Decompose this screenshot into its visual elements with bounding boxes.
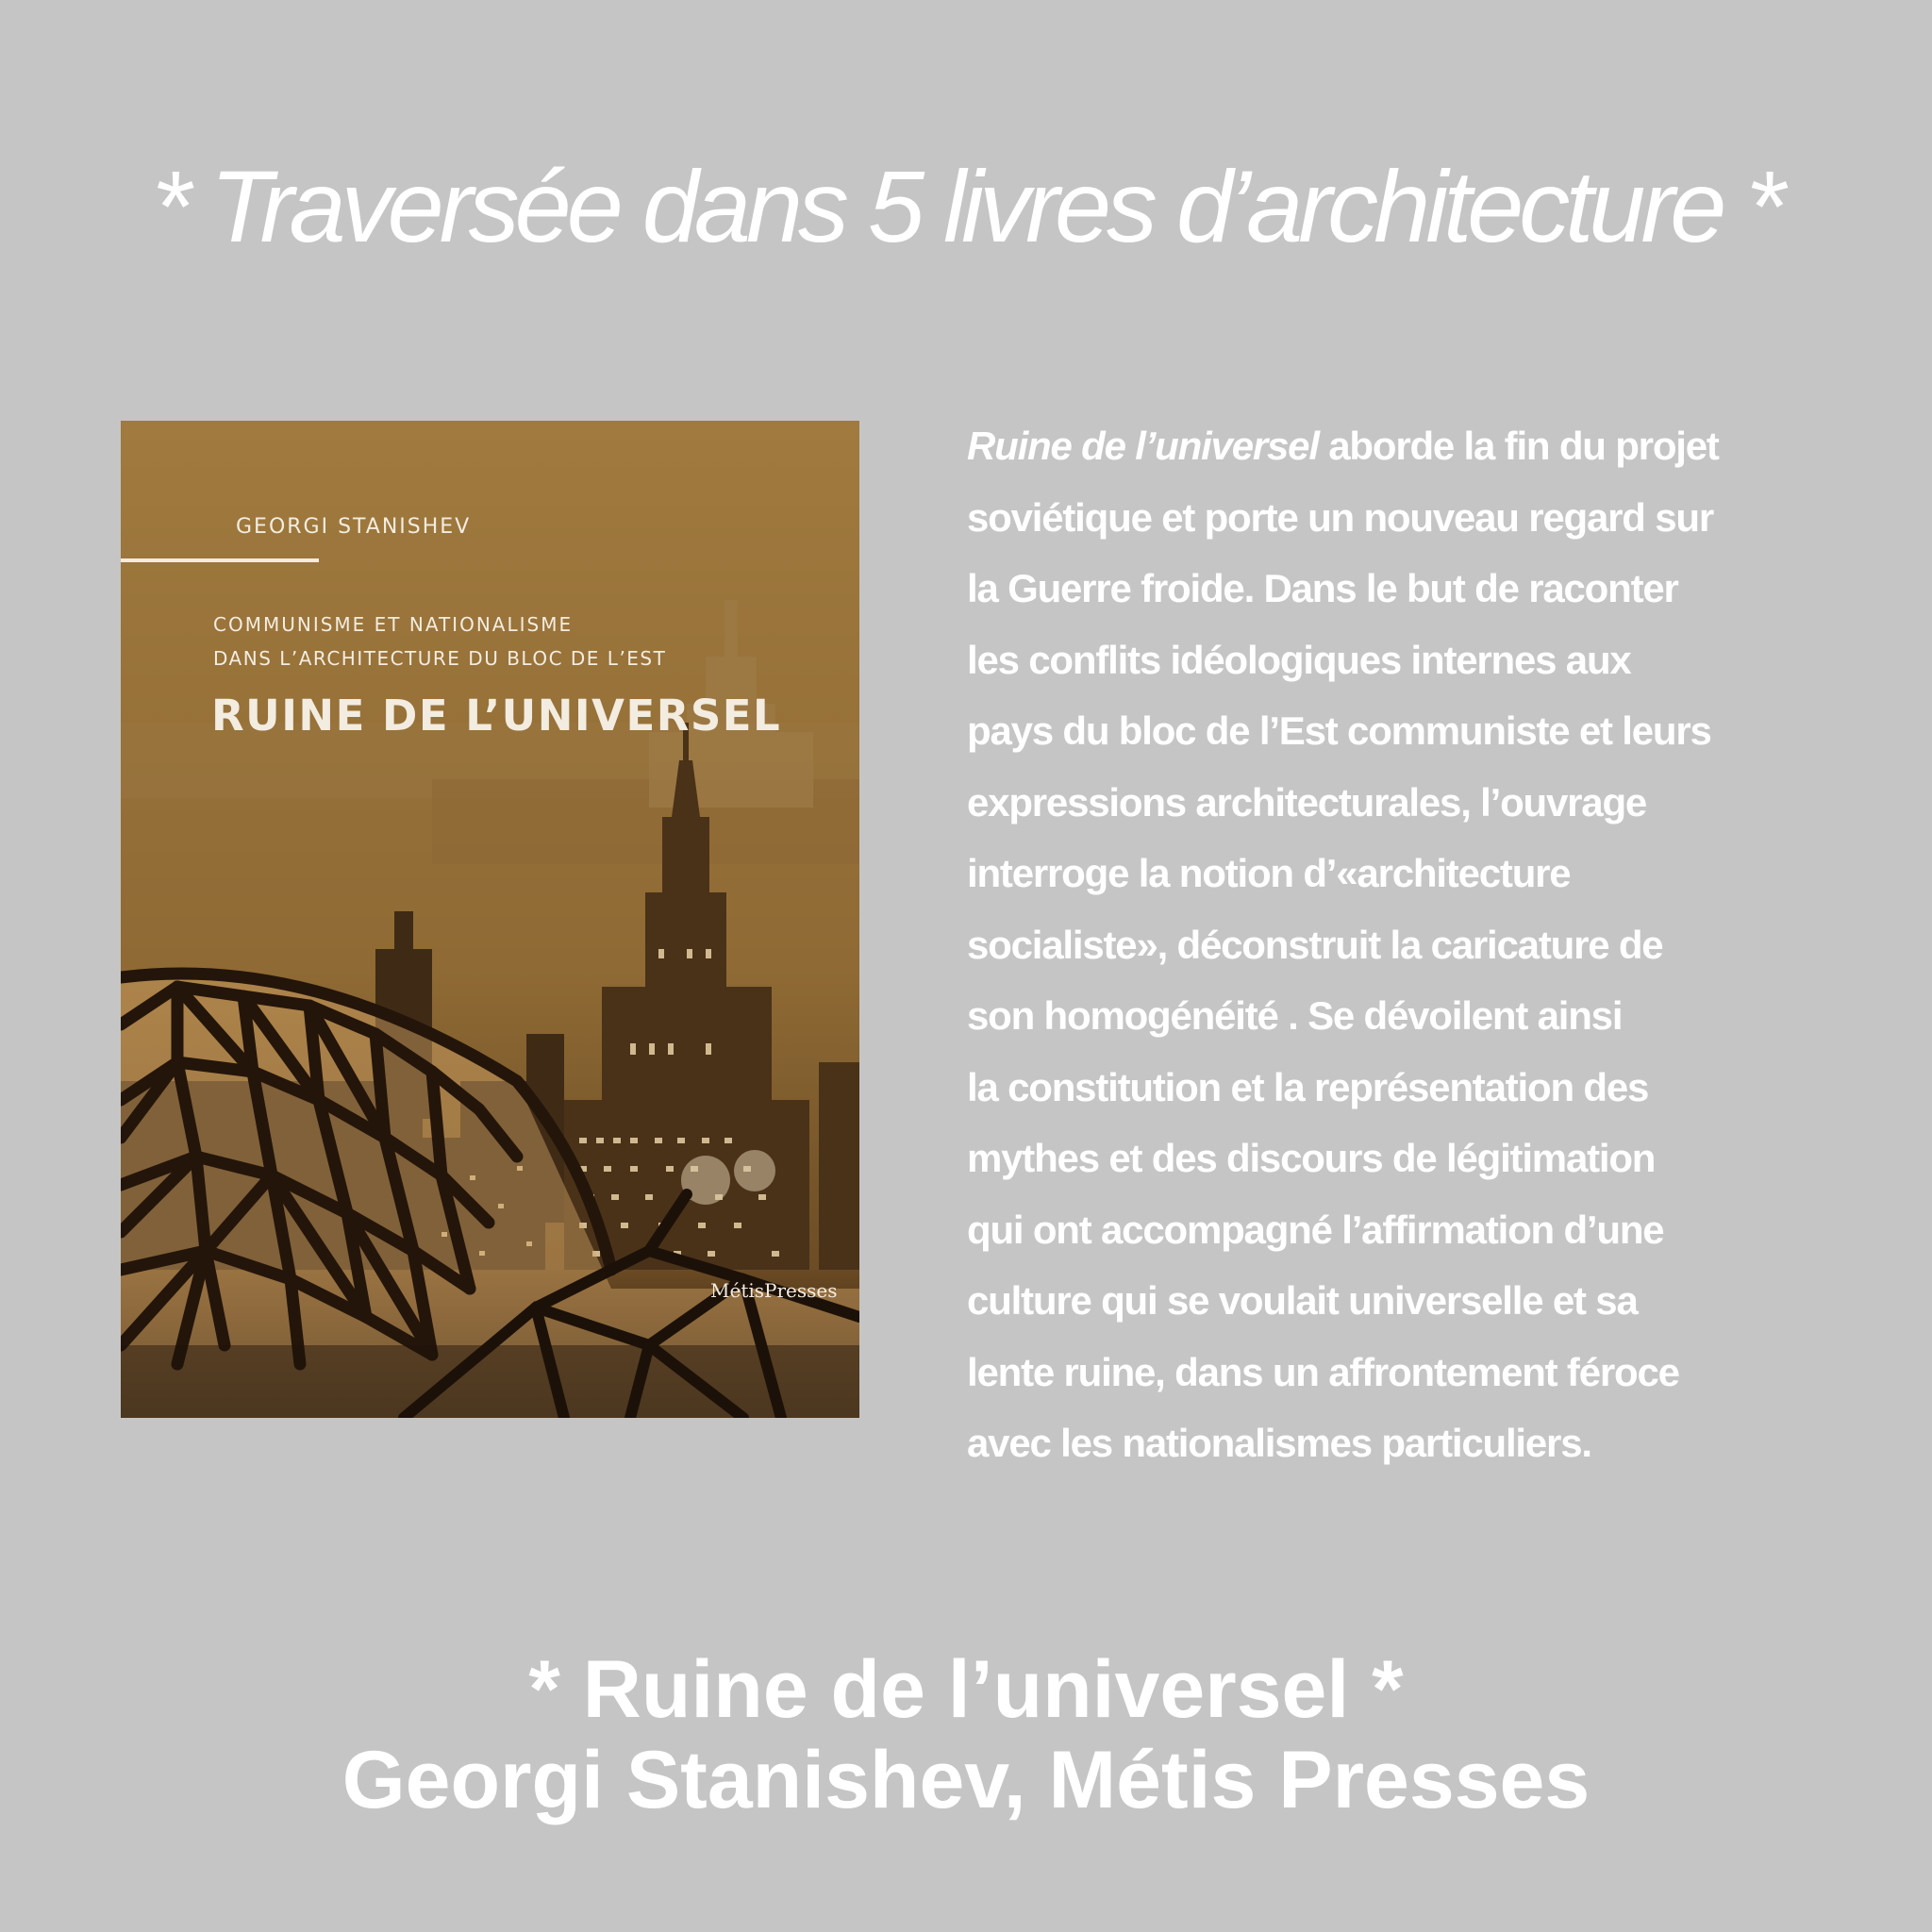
footer-caption xyxy=(0,1644,1932,1825)
description-line: la constitution et la représentation des xyxy=(967,1064,1649,1109)
footer-author-publisher: Georgi Stanishev, Métis Presses xyxy=(341,1735,1591,1825)
cover-author: GEORGI STANISHEV xyxy=(236,515,472,539)
cover-subtitle-line-1: COMMUNISME ET NATIONALISME xyxy=(213,613,574,636)
description-line xyxy=(967,410,1863,482)
description-line: les conflits idéologiques internes aux xyxy=(967,637,1631,682)
cover-publisher: MétisPresses xyxy=(710,1279,838,1302)
description-line: pays du bloc de l’Est communiste et leurs xyxy=(967,708,1711,753)
cover-subtitle-line-2: DANS L’ARCHITECTURE DU BLOC DE L’EST xyxy=(213,647,667,670)
description-line: qui ont accompagné l’affirmation d’une xyxy=(967,1207,1664,1252)
book-cover xyxy=(121,421,859,1418)
description-line: expressions architecturales, l’ouvrage xyxy=(967,779,1647,824)
description-line-1-rest: aborde la fin du projet xyxy=(1318,424,1719,468)
description-line: son homogénéité . Se dévoilent ainsi xyxy=(967,993,1623,1038)
description-line: socialiste», déconstruit la caricature de xyxy=(967,922,1663,967)
description-book-title: Ruine de l’universel xyxy=(967,424,1319,468)
description-line: mythes et des discours de légitimation xyxy=(967,1136,1656,1180)
cover-illustration xyxy=(121,421,859,1418)
series-title: * Traversée dans 5 livres d’architecture * xyxy=(151,149,1781,263)
description-line: lente ruine, dans un affrontement féroce xyxy=(967,1349,1679,1394)
description-line: culture qui se voulait universelle et sa xyxy=(967,1278,1638,1323)
description-line: avec les nationalismes particuliers. xyxy=(967,1421,1591,1465)
description-line: la Guerre froide. Dans le but de raconter xyxy=(967,566,1678,610)
footer-book-title: * Ruine de l’universel * xyxy=(528,1644,1404,1735)
description-line: soviétique et porte un nouveau regard sur xyxy=(967,494,1713,540)
cover-title: RUINE DE L’UNIVERSEL xyxy=(211,691,782,741)
cover-rule xyxy=(121,558,319,562)
book-description xyxy=(967,410,1863,1479)
description-line: interroge la notion d’«architecture xyxy=(967,851,1571,895)
